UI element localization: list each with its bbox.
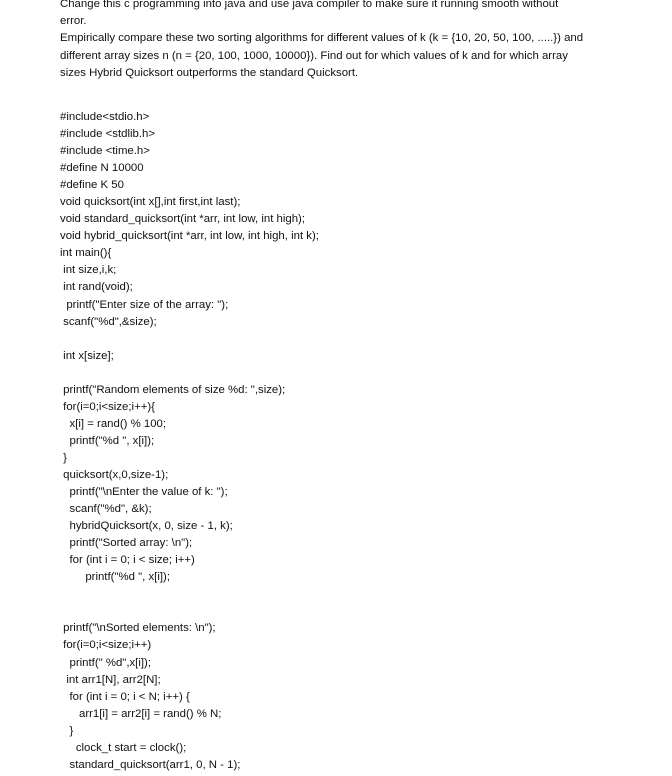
code-line: arr1[i] = arr2[i] = rand() % N; [60, 707, 222, 720]
code-line: void standard_quicksort(int *arr, int low, int high); [60, 213, 306, 226]
code-line: #define K 50 [60, 179, 124, 192]
code-line: printf("Enter size of the array: "); [60, 298, 229, 311]
intro-line: different array sizes n (n = {20, 100, 1000, 10000}). Find out for which values of k and for which array [60, 49, 568, 62]
code-line: void hybrid_quicksort(int *arr, int low, int high, int k); [60, 230, 319, 243]
code-line: } [60, 451, 67, 464]
code-line: x[i] = rand() % 100; [60, 417, 167, 430]
code-line: for(i=0;i<size;i++) [60, 639, 152, 652]
code-line [60, 586, 319, 603]
code-line: printf("Random elements of size %d: ",size); [60, 383, 286, 396]
code-line [60, 331, 319, 348]
code-line: scanf("%d", &k); [60, 503, 152, 516]
code-line: quicksort(x,0,size-1); [60, 468, 169, 481]
code-line: int x[size]; [60, 349, 114, 362]
intro-line: Change this c programming into java and use java compiler to make sure it running smooth without [60, 0, 559, 10]
code-line: int main(){ [60, 247, 112, 260]
code-line: printf("\nSorted elements: \n"); [60, 622, 216, 635]
code-line: for (int i = 0; i < N; i++) { [60, 690, 190, 703]
intro-line: sizes Hybrid Quicksort outperforms the standard Quicksort. [60, 66, 359, 79]
code-line: int arr1[N], arr2[N]; [60, 673, 161, 686]
code-line: printf(" %d",x[i]); [60, 656, 152, 669]
code-line: printf("%d ", x[i]); [60, 571, 170, 584]
code-line: void quicksort(int x[],int first,int last); [60, 196, 241, 209]
code-line: scanf("%d",&size); [60, 315, 157, 328]
code-line: int rand(void); [60, 281, 133, 294]
question-text [60, 0, 620, 82]
code-line: #include <stdlib.h> [60, 128, 155, 141]
code-block [60, 109, 319, 774]
code-line: printf("Sorted array: \n"); [60, 537, 193, 550]
code-line: int size,i,k; [60, 264, 117, 277]
code-line [60, 365, 319, 382]
code-line [60, 603, 319, 620]
code-line: printf("%d ", x[i]); [60, 434, 155, 447]
code-line: #include <time.h> [60, 145, 150, 158]
code-line: hybridQuicksort(x, 0, size - 1, k); [60, 520, 233, 533]
code-line: printf("\nEnter the value of k: "); [60, 486, 228, 499]
intro-line: error. [60, 15, 87, 28]
code-line: } [60, 724, 74, 737]
code-line: #include<stdio.h> [60, 111, 150, 123]
intro-line: Empirically compare these two sorting algorithms for different values of k (k = {10, 20, 50, 100, .....}) and [60, 32, 584, 45]
code-line: standard_quicksort(arr1, 0, N - 1); [60, 758, 241, 771]
code-line: for(i=0;i<size;i++){ [60, 400, 155, 413]
code-line: #define N 10000 [60, 162, 144, 175]
code-line: for (int i = 0; i < size; i++) [60, 554, 195, 567]
code-line: clock_t start = clock(); [60, 741, 187, 754]
